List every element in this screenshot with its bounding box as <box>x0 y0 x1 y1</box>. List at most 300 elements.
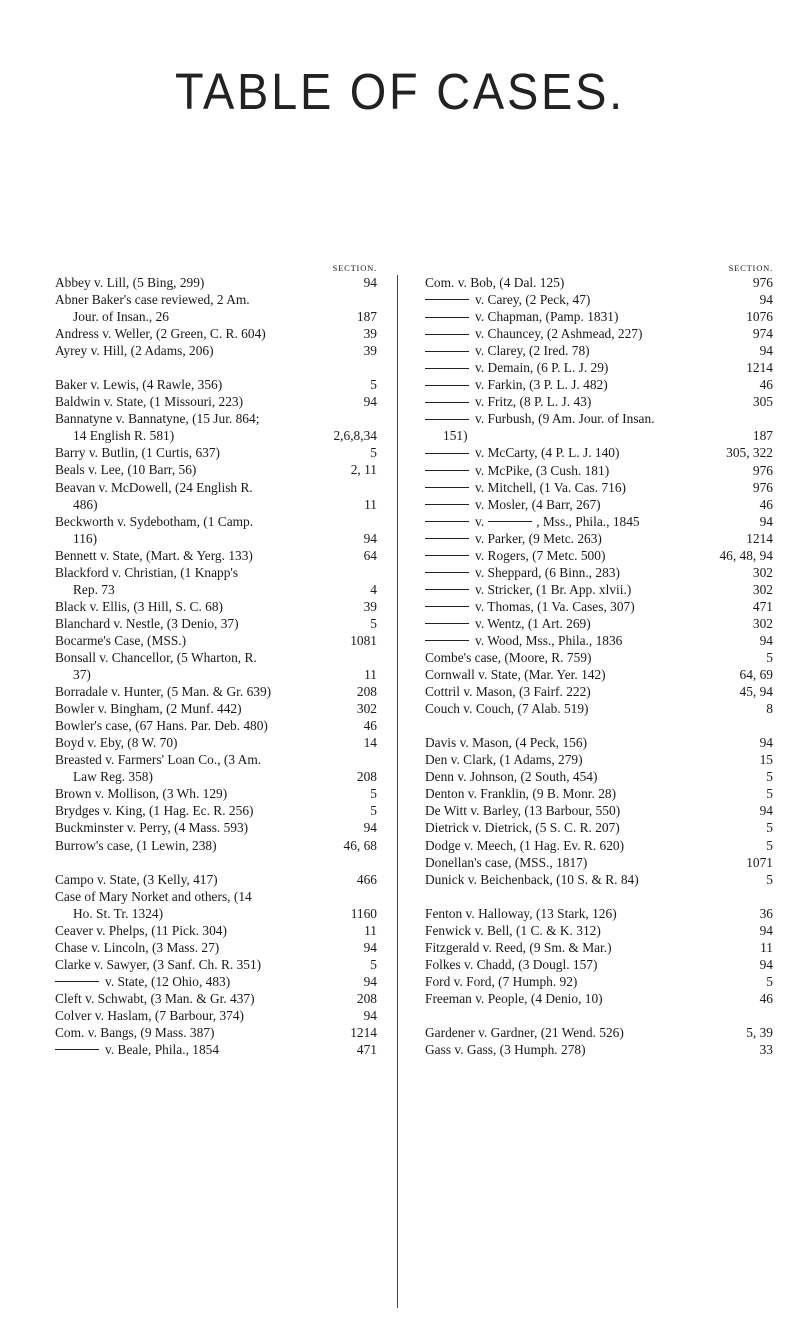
case-text: v. Mosler, (4 Barr, 267) <box>475 496 601 512</box>
section-number: 94 <box>759 803 773 819</box>
section-number: 94 <box>759 513 773 529</box>
section-number: 302 <box>356 701 377 717</box>
case-text: Dodge v. Meech, (1 Hag. Ev. R. 620) <box>425 837 625 853</box>
case-name <box>55 513 377 530</box>
section-number: 46, 48, 94 <box>719 547 773 563</box>
case-entry <box>55 274 377 291</box>
case-entry <box>425 922 773 939</box>
section-number: 64, 69 <box>739 667 773 683</box>
case-text: Dietrick v. Dietrick, (5 S. C. R. 207) <box>425 820 620 836</box>
case-text: v. Clarey, (2 Ired. 78) <box>475 343 590 359</box>
case-text: v. Mitchell, (1 Va. Cas. 716) <box>475 479 626 495</box>
case-text: v. Rogers, (7 Metc. 500) <box>475 547 606 563</box>
section-number: 11 <box>364 922 377 938</box>
section-number: 5 <box>766 769 773 785</box>
section-number: 94 <box>363 973 377 989</box>
case-entry <box>55 461 377 478</box>
case-entry <box>425 479 773 496</box>
section-number: 94 <box>759 735 773 751</box>
case-entry <box>425 819 773 836</box>
case-entry <box>425 854 773 871</box>
section-number: 302 <box>752 564 773 580</box>
case-name <box>425 496 773 513</box>
case-text: Fitzgerald v. Reed, (9 Sm. & Mar.) <box>425 939 612 955</box>
case-entry <box>55 751 377 785</box>
case-name <box>425 308 773 325</box>
case-name <box>55 785 377 802</box>
case-name <box>55 700 377 717</box>
case-name <box>55 564 377 581</box>
case-entry <box>425 666 773 683</box>
case-text: Ford v. Ford, (7 Humph. 92) <box>425 973 578 989</box>
case-entry <box>425 700 773 717</box>
case-text: Ayrey v. Hill, (2 Adams, 206) <box>55 343 214 359</box>
section-number: 1214 <box>350 1024 377 1040</box>
case-name <box>55 479 377 496</box>
case-entry <box>425 325 773 342</box>
case-name <box>425 462 773 479</box>
section-number: 94 <box>363 394 377 410</box>
case-entry <box>55 598 377 615</box>
case-name <box>55 922 377 939</box>
case-name <box>55 1041 377 1058</box>
section-number: 94 <box>759 292 773 308</box>
case-suffix: , Mss., Phila., 1845 <box>536 513 640 529</box>
section-number: 94 <box>759 922 773 938</box>
section-number: 94 <box>759 956 773 972</box>
section-number: 5 <box>370 615 377 631</box>
section-number: 14 <box>363 735 377 751</box>
case-name <box>425 291 773 308</box>
case-entry <box>55 734 377 751</box>
case-entry <box>425 802 773 819</box>
case-entry <box>55 837 377 854</box>
case-entry <box>425 615 773 632</box>
case-text: Beckworth v. Sydebotham, (1 Camp. <box>55 513 254 529</box>
case-text: v. Parker, (9 Metc. 263) <box>475 530 602 546</box>
case-text: v. Sheppard, (6 Binn., 283) <box>475 564 620 580</box>
case-text: Colver v. Haslam, (7 Barbour, 374) <box>55 1007 244 1023</box>
case-text: Baker v. Lewis, (4 Rawle, 356) <box>55 377 223 393</box>
section-number: 974 <box>752 326 773 342</box>
section-number: 5 <box>766 837 773 853</box>
ditto-dash <box>425 606 469 607</box>
case-name <box>55 291 377 308</box>
case-name <box>425 1041 773 1058</box>
section-number: 1081 <box>350 632 377 648</box>
section-gap <box>425 1007 773 1024</box>
case-entry <box>425 973 773 990</box>
case-entry <box>55 547 377 564</box>
section-number: 471 <box>356 1042 377 1058</box>
ditto-dash <box>425 402 469 403</box>
ditto-dash <box>425 623 469 624</box>
case-text: Boyd v. Eby, (8 W. 70) <box>55 735 178 751</box>
case-name <box>425 581 773 598</box>
case-text: Com. v. Bangs, (9 Mass. 387) <box>55 1024 215 1040</box>
case-name <box>425 973 773 990</box>
case-text: Rep. 73 <box>73 581 115 597</box>
case-entry <box>55 802 377 819</box>
section-number: 5 <box>766 650 773 666</box>
case-text: Jour. of Insan., 26 <box>73 309 169 325</box>
case-name <box>425 939 773 956</box>
case-text: Fenwick v. Bell, (1 C. & K. 312) <box>425 922 601 938</box>
section-number: 5, 39 <box>746 1024 773 1040</box>
section-number: 46 <box>759 496 773 512</box>
case-entry <box>425 530 773 547</box>
section-number: 305, 322 <box>726 445 773 461</box>
case-text: v. Carey, (2 Peck, 47) <box>475 292 591 308</box>
section-number: 208 <box>356 684 377 700</box>
section-number: 1160 <box>350 905 377 921</box>
case-entry <box>425 990 773 1007</box>
case-text: Clarke v. Sawyer, (3 Sanf. Ch. R. 351) <box>55 956 262 972</box>
case-text: v. Fritz, (8 P. L. J. 43) <box>475 394 592 410</box>
case-text: Borradale v. Hunter, (5 Man. & Gr. 639) <box>55 684 272 700</box>
case-name <box>55 973 377 990</box>
section-header: SECTION. <box>728 263 773 273</box>
case-name <box>55 683 377 700</box>
case-name <box>425 649 773 666</box>
case-text: Bannatyne v. Bannatyne, (15 Jur. 864; <box>55 411 260 427</box>
case-name <box>425 615 773 632</box>
case-text: 486) <box>73 496 98 512</box>
ditto-dash <box>425 572 469 573</box>
case-entry <box>425 291 773 308</box>
case-entry <box>425 632 773 649</box>
case-text: Case of Mary Norket and others, (14 <box>55 888 252 904</box>
ditto-dash <box>425 589 469 590</box>
section-number: 976 <box>752 275 773 290</box>
case-text: Davis v. Mason, (4 Peck, 156) <box>425 735 588 751</box>
section-number: 64 <box>363 547 377 563</box>
section-number: 94 <box>363 275 377 290</box>
case-text: Ceaver v. Phelps, (11 Pick. 304) <box>55 922 227 938</box>
ditto-dash <box>55 981 99 982</box>
ditto-dash <box>425 299 469 300</box>
case-name <box>55 1007 377 1024</box>
case-name <box>425 274 773 291</box>
case-name-continued <box>55 905 377 922</box>
section-gap <box>425 888 773 905</box>
section-number: 5 <box>766 820 773 836</box>
case-text: v. Farkin, (3 P. L. J. 482) <box>475 377 608 393</box>
case-text: v. Wentz, (1 Art. 269) <box>475 615 591 631</box>
case-text: Den v. Clark, (1 Adams, 279) <box>425 752 583 768</box>
case-name <box>425 1024 773 1041</box>
ditto-dash <box>425 317 469 318</box>
section-number: 94 <box>759 632 773 648</box>
case-name-continued <box>55 666 377 683</box>
case-name <box>55 393 377 410</box>
section-number: 305 <box>752 394 773 410</box>
case-text: Cottril v. Mason, (3 Fairf. 222) <box>425 684 591 700</box>
ditto-dash <box>425 419 469 420</box>
case-text: Denn v. Johnson, (2 South, 454) <box>425 769 598 785</box>
case-name <box>55 819 377 836</box>
case-text: v. McCarty, (4 P. L. J. 140) <box>475 445 620 461</box>
case-entry <box>425 376 773 393</box>
case-text: Abbey v. Lill, (5 Bing, 299) <box>55 275 205 290</box>
case-text: Bowler v. Bingham, (2 Munf. 442) <box>55 701 242 717</box>
case-text: Buckminster v. Perry, (4 Mass. 593) <box>55 820 249 836</box>
case-entry <box>55 922 377 939</box>
section-gap <box>55 359 377 376</box>
case-name <box>425 564 773 581</box>
case-name <box>55 939 377 956</box>
section-number: 5 <box>370 786 377 802</box>
case-entry <box>425 905 773 922</box>
section-number: 187 <box>752 428 773 444</box>
case-entry <box>55 785 377 802</box>
case-text: Com. v. Bob, (4 Dal. 125) <box>425 275 565 290</box>
case-text: v. Furbush, (9 Am. Jour. of Insan. <box>475 411 655 427</box>
section-number: 5 <box>370 377 377 393</box>
case-text: Law Reg. 358) <box>73 769 153 785</box>
case-entry <box>425 274 773 291</box>
case-name <box>55 376 377 393</box>
case-entry <box>425 768 773 785</box>
case-entry <box>55 632 377 649</box>
left-column <box>55 262 377 1058</box>
section-number: 5 <box>766 973 773 989</box>
case-entry <box>55 939 377 956</box>
case-entry <box>55 325 377 342</box>
case-entry <box>55 1041 377 1058</box>
section-number: 8 <box>766 701 773 717</box>
case-text: Freeman v. People, (4 Denio, 10) <box>425 990 603 1006</box>
case-entry <box>425 734 773 751</box>
section-number: 33 <box>759 1041 773 1057</box>
section-number: 94 <box>759 343 773 359</box>
case-text: Campo v. State, (3 Kelly, 417) <box>55 871 218 887</box>
case-entry <box>425 496 773 513</box>
ditto-dash <box>425 555 469 556</box>
case-text: 37) <box>73 667 91 683</box>
case-name <box>425 956 773 973</box>
ditto-dash <box>425 453 469 454</box>
case-entry <box>425 444 773 461</box>
case-entry <box>425 513 773 530</box>
section-number: 1214 <box>746 360 773 376</box>
section-number: 208 <box>356 990 377 1006</box>
case-entry <box>55 444 377 461</box>
ditto-dash <box>425 351 469 352</box>
case-name <box>425 410 773 427</box>
case-entry <box>425 939 773 956</box>
case-entry <box>55 649 377 683</box>
blank-name-dash <box>488 521 532 522</box>
ditto-dash <box>425 470 469 471</box>
case-name-continued <box>55 768 377 785</box>
case-name <box>55 410 377 427</box>
case-text: Beals v. Lee, (10 Barr, 56) <box>55 462 197 478</box>
case-text: Bocarme's Case, (MSS.) <box>55 632 187 648</box>
ditto-dash <box>425 368 469 369</box>
section-number: 11 <box>364 496 377 512</box>
section-number: 36 <box>759 905 773 921</box>
ditto-dash <box>425 504 469 505</box>
case-name <box>425 547 773 564</box>
case-text: Ho. St. Tr. 1324) <box>73 905 164 921</box>
case-entry <box>55 700 377 717</box>
case-text: Breasted v. Farmers' Loan Co., (3 Am. <box>55 752 262 768</box>
case-name <box>425 666 773 683</box>
ditto-dash <box>425 538 469 539</box>
case-entry <box>425 393 773 410</box>
case-entry <box>55 291 377 325</box>
case-text: Gass v. Gass, (3 Humph. 278) <box>425 1041 586 1057</box>
case-text: Brown v. Mollison, (3 Wh. 129) <box>55 786 228 802</box>
case-name <box>425 444 773 461</box>
case-entry <box>425 308 773 325</box>
case-text: Bonsall v. Chancellor, (5 Wharton, R. <box>55 649 257 665</box>
section-number: 94 <box>363 1007 377 1023</box>
case-name <box>425 905 773 922</box>
ditto-dash <box>425 385 469 386</box>
case-name <box>55 734 377 751</box>
case-name <box>55 956 377 973</box>
case-text: Bowler's case, (67 Hans. Par. Deb. 480) <box>55 718 268 734</box>
section-header: SECTION. <box>332 263 377 273</box>
case-entry <box>425 956 773 973</box>
case-name-continued <box>55 581 377 598</box>
case-entry <box>55 376 377 393</box>
case-entry <box>55 1024 377 1041</box>
case-text: v. Chauncey, (2 Ashmead, 227) <box>475 326 643 342</box>
case-entry <box>425 785 773 802</box>
case-name-continued <box>55 496 377 513</box>
section-number: 5 <box>766 786 773 802</box>
case-text: Couch v. Couch, (7 Alab. 519) <box>425 701 589 717</box>
ditto-dash <box>425 640 469 641</box>
case-name <box>425 854 773 871</box>
case-name <box>55 1024 377 1041</box>
ditto-dash <box>425 334 469 335</box>
ditto-dash <box>55 1049 99 1050</box>
case-name <box>425 802 773 819</box>
case-name <box>425 683 773 700</box>
case-text: v. Thomas, (1 Va. Cases, 307) <box>475 598 635 614</box>
case-entry <box>425 1041 773 1058</box>
column-divider <box>397 275 398 1308</box>
case-text: Blackford v. Christian, (1 Knapp's <box>55 564 239 580</box>
section-number: 46 <box>363 718 377 734</box>
case-name <box>55 547 377 564</box>
section-number: 15 <box>759 752 773 768</box>
case-entry <box>425 751 773 768</box>
case-text: Denton v. Franklin, (9 B. Monr. 28) <box>425 786 617 802</box>
section-number: 5 <box>370 445 377 461</box>
section-number: 5 <box>370 956 377 972</box>
case-text: Burrow's case, (1 Lewin, 238) <box>55 837 217 853</box>
section-number: 466 <box>356 871 377 887</box>
case-text: Andress v. Weller, (2 Green, C. R. 604) <box>55 326 266 342</box>
case-name <box>425 768 773 785</box>
case-text: Black v. Ellis, (3 Hill, S. C. 68) <box>55 598 223 614</box>
case-entry <box>55 871 377 888</box>
case-text: v. Beale, Phila., 1854 <box>105 1042 220 1058</box>
case-entry <box>55 956 377 973</box>
case-name-continued <box>425 427 773 444</box>
right-entries <box>425 274 773 1058</box>
case-entry <box>425 342 773 359</box>
section-number: 5 <box>370 803 377 819</box>
case-entry <box>55 615 377 632</box>
case-entry <box>55 513 377 547</box>
case-entry <box>425 649 773 666</box>
case-name <box>55 751 377 768</box>
case-name <box>425 376 773 393</box>
case-text: v. Demain, (6 P. L. J. 29) <box>475 360 609 376</box>
case-name <box>425 513 773 530</box>
case-text: v. State, (12 Ohio, 483) <box>105 973 231 989</box>
case-name-continued <box>55 530 377 547</box>
page-title: TABLE OF CASES. <box>175 63 625 120</box>
case-entry <box>425 837 773 854</box>
ditto-dash <box>425 487 469 488</box>
section-number: 11 <box>364 667 377 683</box>
case-entry <box>55 410 377 444</box>
case-text: Dunick v. Beichenback, (10 S. & R. 84) <box>425 871 639 887</box>
section-number: 2, 11 <box>350 462 377 478</box>
case-text: Brydges v. King, (1 Hag. Ec. R. 256) <box>55 803 254 819</box>
case-name-continued <box>55 427 377 444</box>
case-name <box>55 990 377 1007</box>
case-text: 116) <box>73 530 98 546</box>
case-entry <box>55 717 377 734</box>
case-name <box>425 785 773 802</box>
case-entry <box>55 1007 377 1024</box>
case-name <box>425 598 773 615</box>
case-text: De Witt v. Barley, (13 Barbour, 550) <box>425 803 621 819</box>
section-number: 11 <box>760 939 773 955</box>
section-number: 976 <box>752 462 773 478</box>
case-name <box>55 888 377 905</box>
case-text: Folkes v. Chadd, (3 Dougl. 157) <box>425 956 598 972</box>
case-text: Baldwin v. State, (1 Missouri, 223) <box>55 394 244 410</box>
section-number: 94 <box>363 530 377 546</box>
case-name <box>425 393 773 410</box>
case-name <box>425 990 773 1007</box>
section-number: 187 <box>356 309 377 325</box>
case-name <box>425 922 773 939</box>
case-name <box>55 461 377 478</box>
section-number: 5 <box>766 871 773 887</box>
case-name <box>425 751 773 768</box>
section-number: 471 <box>752 598 773 614</box>
case-name <box>425 342 773 359</box>
case-name <box>55 444 377 461</box>
section-number: 39 <box>363 598 377 614</box>
case-name <box>425 479 773 496</box>
case-name <box>55 649 377 666</box>
case-entry <box>55 990 377 1007</box>
case-text: Donellan's case, (MSS., 1817) <box>425 854 588 870</box>
section-number: 1214 <box>746 530 773 546</box>
case-name <box>425 632 773 649</box>
case-text: 151) <box>443 428 468 444</box>
section-number: 4 <box>370 581 377 597</box>
case-text: 14 English R. 581) <box>73 428 175 444</box>
section-number: 302 <box>752 581 773 597</box>
case-name <box>55 632 377 649</box>
case-entry <box>425 564 773 581</box>
case-text: v. Stricker, (1 Br. App. xlvii.) <box>475 581 632 597</box>
case-entry <box>55 888 377 922</box>
case-name <box>55 274 377 291</box>
